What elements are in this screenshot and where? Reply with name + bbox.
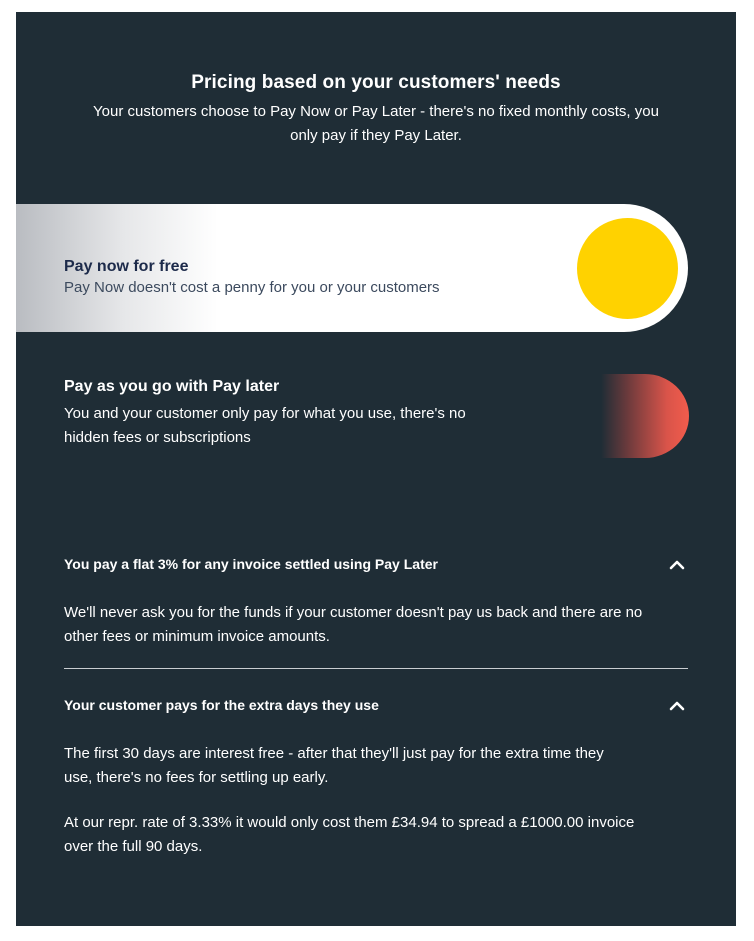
pay-now-title: Pay now for free <box>64 258 189 275</box>
intro-line-2: only pay if they Pay Later. <box>290 127 462 144</box>
pricing-panel <box>16 12 736 926</box>
intro-line-1: Your customers choose to Pay Now or Pay Later - there's no fixed monthly costs, you <box>93 103 659 120</box>
faq-answer-line: We'll never ask you for the funds if your customer doesn't pay us back and there are no <box>64 604 643 621</box>
pay-later-description <box>64 402 514 450</box>
chevron-up-icon[interactable] <box>668 558 686 572</box>
pay-later-description-line-1: You and your customer only pay for what you use, there's no <box>64 405 466 422</box>
faq-question-extra-days[interactable]: Your customer pays for the extra days they use <box>64 697 379 713</box>
pay-later-indicator-dot <box>601 374 689 458</box>
faq-answer-line: over the full 90 days. <box>64 838 203 855</box>
faq-answer-line: other fees or minimum invoice amounts. <box>64 628 330 645</box>
pay-now-indicator-dot <box>577 218 678 319</box>
pay-now-description <box>64 276 440 300</box>
pay-now-description-text: Pay Now doesn't cost a penny for you or your customers <box>64 279 440 296</box>
faq-question-flat-fee[interactable]: You pay a flat 3% for any invoice settled using Pay Later <box>64 556 438 572</box>
faq-item-extra-days <box>64 697 688 877</box>
section-title: Pricing based on your customers' needs <box>191 72 561 93</box>
faq-answer-representative-rate <box>64 811 694 859</box>
pay-later-option-card[interactable] <box>16 362 736 482</box>
faq-answer-line: At our repr. rate of 3.33% it would only cost them £34.94 to spread a £1000.00 invoice <box>64 814 635 831</box>
faq-answer-line: The first 30 days are interest free - after that they'll just pay for the extra time they <box>64 745 604 762</box>
faq-answer-extra-days <box>64 742 694 790</box>
faq-divider <box>64 668 688 669</box>
chevron-up-icon[interactable] <box>668 699 686 713</box>
pay-now-option-card[interactable] <box>16 204 688 332</box>
faq-answer-flat-fee <box>64 601 694 649</box>
pay-later-title: Pay as you go with Pay later <box>64 378 280 395</box>
section-intro <box>56 100 696 148</box>
faq-answer-line: use, there's no fees for settling up early. <box>64 769 329 786</box>
pay-later-description-line-2: hidden fees or subscriptions <box>64 429 251 446</box>
faq-item-flat-fee <box>64 556 688 656</box>
